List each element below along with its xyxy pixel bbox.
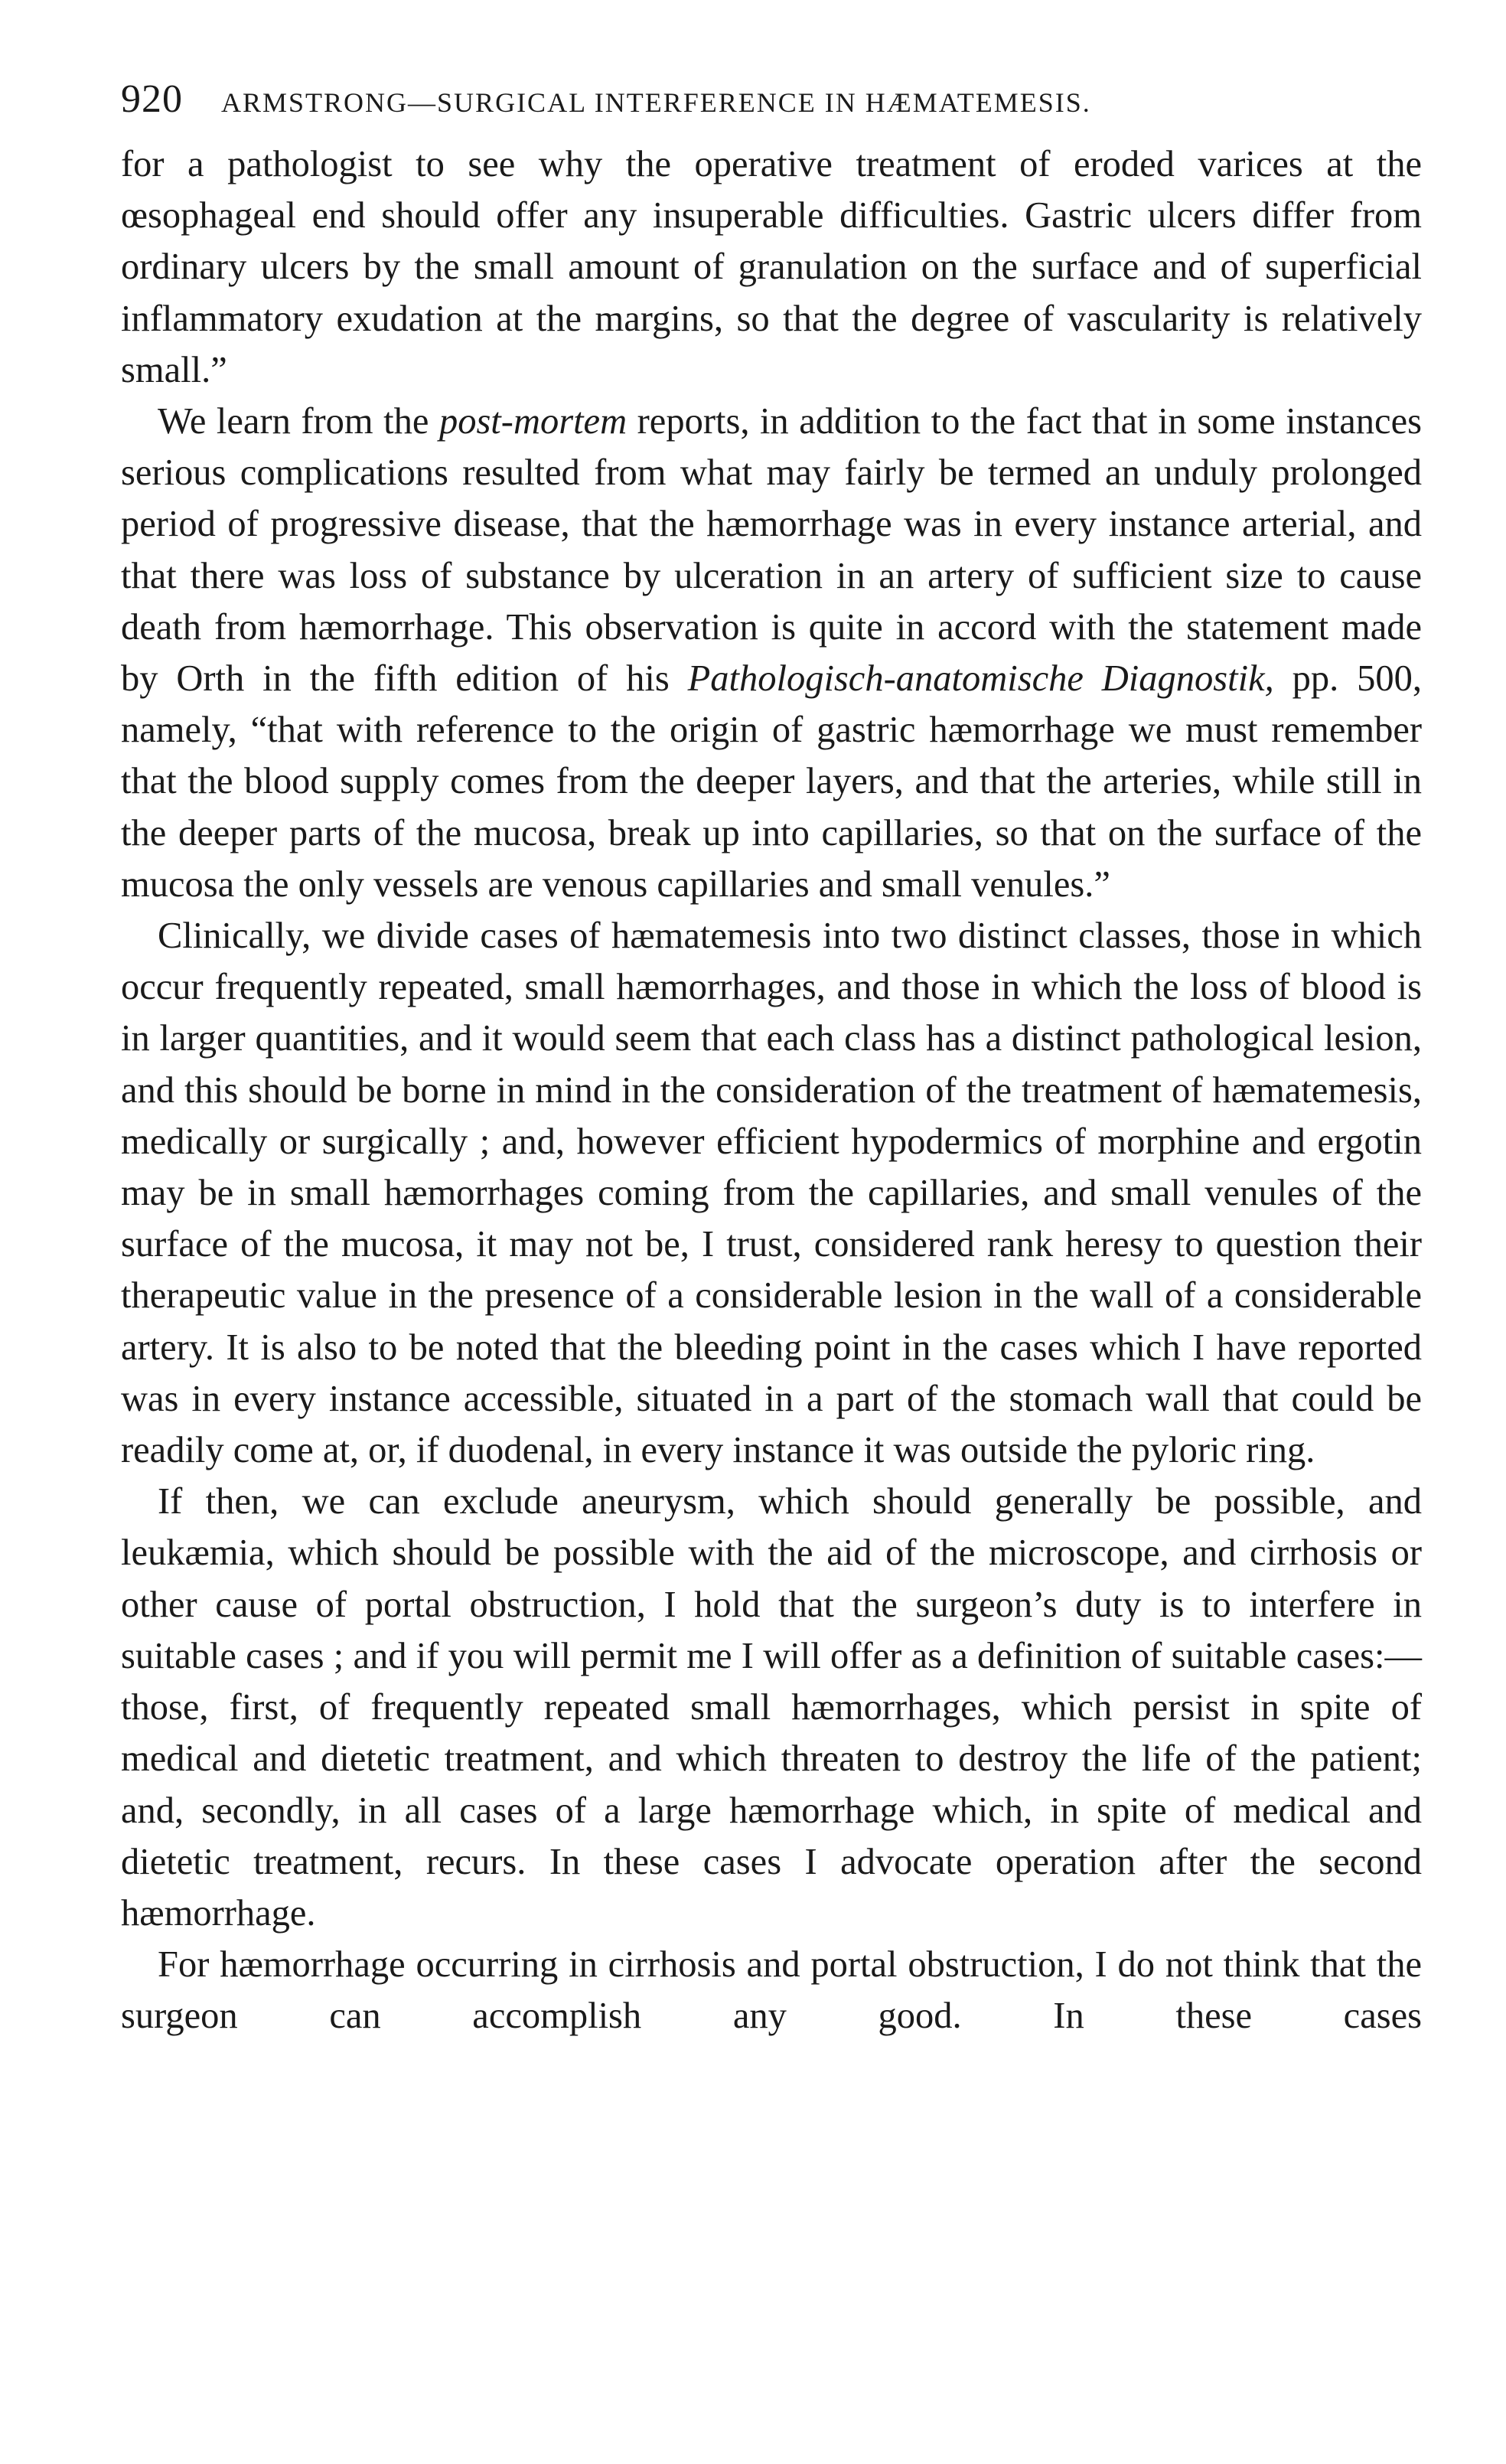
paragraph-text: Clinically, we divide cases of hæmatemesis into two distinct classes, those in which occur frequently repeated, small hæmorrhages, and those in which the loss of blood is in larger quantities, and it would seem that each class has a distinct pathological lesion, and this should be borne in mind in the consideration of the treatment of hæmatemesis, medically or surgically ; and, however efficient hypodermics of morphine and ergotin may be in small hæmorrhages coming from the capillaries, and small venules of the surface of the mucosa, it may not be, I trust, considered rank heresy to question their therapeutic value in the presence of a considerable lesion in the wall of a considerable artery. It is also to be noted that the bleeding point in the cases which I have reported was in every instance accessible, situated in a part of the stomach wall that could be readily come at, or, if duodenal, in every instance it was outside the pyloric ring.	[121, 915, 1422, 1471]
page-number: 920	[121, 77, 183, 121]
paragraph-text: If then, we can exclude aneurysm, which should generally be possible, and leukæmia, which should be possible with the aid of the microscope, and cirrhosis or other cause of portal obstruction, I hold that the surgeon’s duty is to interfere in suitable cases ; and if you will permit me I will offer as a definition of suitable cases:—those, first, of frequently repeated small hæmorrhages, which persist in spite of medical and dietetic treatment, and which threaten to destroy the life of the patient; and, secondly, in all cases of a large hæmorrhage which, in spite of medical and dietetic treatment, recurs. In these cases I advocate operation after the second hæmorrhage.	[121, 1481, 1422, 1934]
running-title: ARMSTRONG—SURGICAL INTERFERENCE IN HÆMATEMESIS.	[221, 87, 1091, 118]
paragraph-clinically	[121, 910, 1422, 1476]
paragraph-if-then	[121, 1476, 1422, 1939]
paragraph-text: pp. 500, namely, “that with reference to the origin of gastric hæmorrhage we must remember that the blood supply comes from the deeper layers, and that the arteries, while still in the deeper parts of the mucosa, break up into capillaries, so that on the surface of the mucosa the only vessels are venous capillaries and small venules.”	[121, 658, 1422, 905]
paragraph-cirrhosis	[121, 1939, 1422, 2041]
paragraph-text: reports, in addition to the fact that in some instances serious complications resulted from what may fairly be termed an unduly prolonged period of progressive disease, that the hæmorrhage was in every instance arterial, and that there was loss of substance by ulceration in an artery of sufficient size to cause death from hæmorrhage. This observation is quite in accord with the statement made by Orth in the fifth edition of his	[121, 401, 1422, 700]
book-page	[121, 77, 1422, 2042]
paragraph-text: for a pathologist to see why the operative treatment of eroded varices at the œsophageal end should offer any insuperable difficulties. Gastric ulcers differ from ordinary ulcers by the small amount of granulation on the surface and of superficial inflammatory exudation at the margins, so that the degree of vascularity is relatively small.”	[121, 144, 1422, 390]
paragraph-text: For hæmorrhage occurring in cirrhosis and portal obstruction, I do not think that the surgeon can accomplish any good. In these cases	[121, 1944, 1422, 2037]
paragraph-text: We learn from the	[158, 401, 439, 442]
running-head	[121, 77, 1422, 122]
body-text	[121, 139, 1422, 2042]
paragraph-continuation	[121, 139, 1422, 396]
italic-term: post-mortem	[438, 401, 628, 442]
italic-book-title: Pathologisch-anatomische Diagnostik,	[687, 658, 1274, 700]
paragraph-post-mortem	[121, 396, 1422, 910]
